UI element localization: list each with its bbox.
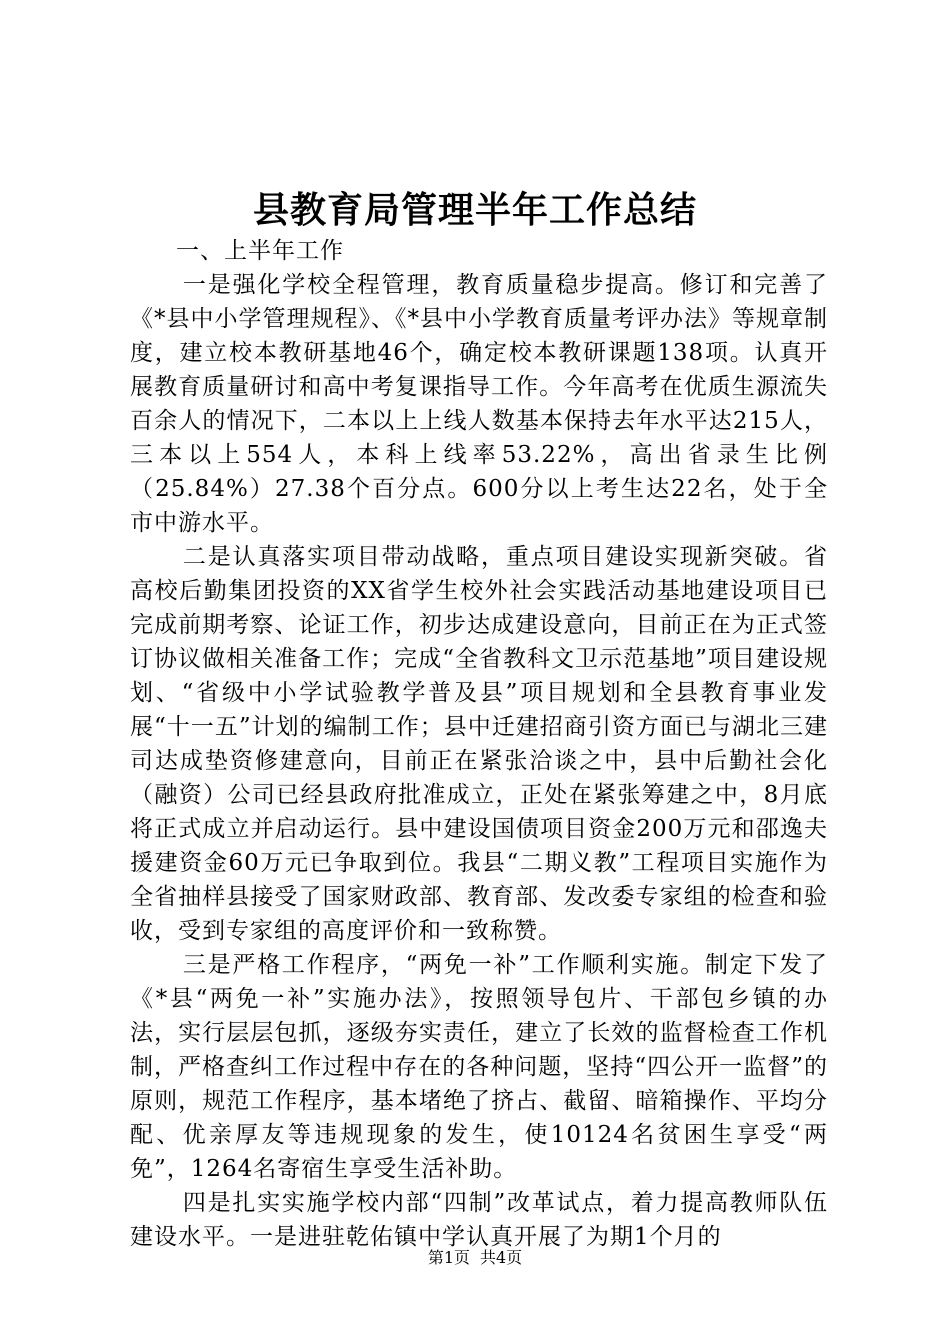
document-body — [130, 234, 828, 1254]
section-heading: 一、上半年工作 — [176, 238, 344, 264]
document-title: 县教育局管理半年工作总结 — [252, 189, 697, 231]
paragraph-1: 一是强化学校全程管理，教育质量稳步提高。修订和完善了《*县中小学管理规程》、《*县中小学教育质量考评办法》等规章制度，建立校本教研基地46个，确定校本教研课题138项。认真开展教育质量研讨和高中考复课指导工作。今年高考在优质生源流失百余人的情况下，二本以上上线人数基本保持去年水平达215人，三本以上554人，本科上线率53.22%，高出省录生比例（25.84%）27.38个百分点。600分以上考生达22名，处于全市中游水平。 — [130, 272, 828, 536]
page-footer — [0, 1248, 950, 1268]
page-number: 第1页 — [427, 1248, 470, 1267]
paragraph-3: 三是严格工作程序，“两免一补”工作顺利实施。制定下发了《*县“两免一补”实施办法》，按照领导包片、干部包乡镇的办法，实行层层包抓，逐级夯实责任，建立了长效的监督检查工作机制，严格查纠工作过程中存在的各种问题，坚持“四公开一监督”的原则，规范工作程序，基本堵绝了挤占、截留、暗箱操作、平均分配、优亲厚友等违规现象的发生，使10124名贫困生享受“两免”，1264名寄宿生享受生活补助。 — [130, 952, 828, 1182]
paragraph-2: 二是认真落实项目带动战略，重点项目建设实现新突破。省高校后勤集团投资的XX省学生校外社会实践活动基地建设项目已完成前期考察、论证工作，初步达成建设意向，目前正在为正式签订协议做相关准备工作；完成“全省教科文卫示范基地”项目建设规划、“省级中小学试验教学普及县”项目规划和全县教育事业发展“十一五”计划的编制工作；县中迁建招商引资方面已与湖北三建司达成垫资修建意向，目前正在紧张洽谈之中，县中后勤社会化（融资）公司已经县政府批准成立，正处在紧张筹建之中，8月底将正式成立并启动运行。县中建设国债项目资金200万元和邵逸夫援建资金60万元已争取到位。我县“二期义教”工程项目实施作为全省抽样县接受了国家财政部、教育部、发改委专家组的检查和验收，受到专家组的高度评价和一致称赞。 — [130, 544, 828, 944]
page-total: 共4页 — [480, 1248, 523, 1267]
paragraph-4: 四是扎实实施学校内部“四制”改革试点，着力提高教师队伍建设水平。一是进驻乾佑镇中学认真开展了为期1个月的 — [130, 1190, 828, 1250]
